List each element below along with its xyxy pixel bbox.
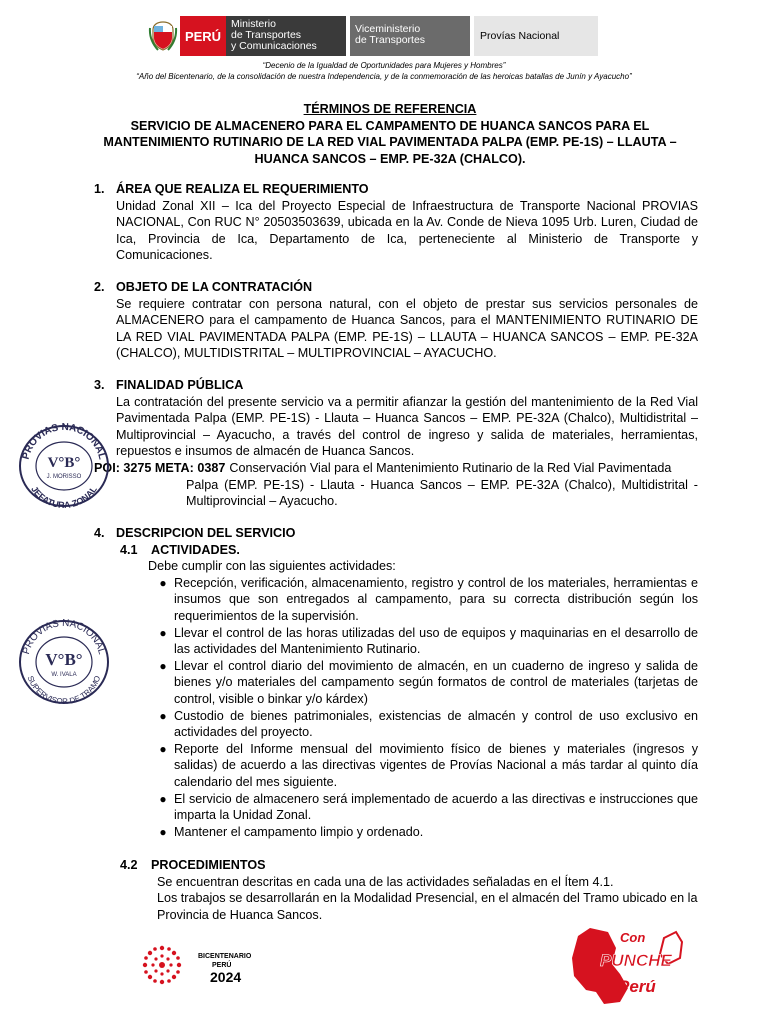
subsection-heading-actividades: 4.1 ACTIVIDADES. xyxy=(120,542,240,557)
document-title xyxy=(80,101,700,167)
stamp-top-text: PROVIAS NACIONAL xyxy=(20,422,108,461)
bullet-icon: ● xyxy=(159,625,167,640)
poi-continuation: Palpa (EMP. PE-1S) - Llauta - Huanca Sancos – EMP. PE-32A (Chalco), Multidistrital - Multiprovincial – Ayacucho. xyxy=(186,477,698,509)
jefatura-zonal-stamp xyxy=(16,422,112,508)
bullet-icon: ● xyxy=(159,741,167,756)
bullet-icon: ● xyxy=(159,575,167,590)
svg-text:SUPERVISOR DE TRAMO xyxy=(26,675,103,706)
section-heading: 1. ÁREA QUE REALIZA EL REQUERIMIENTO xyxy=(94,182,369,196)
list-item: ● Llevar el control diario del movimiento de almacén, en un cuaderno de ingreso y salida de bienes y/o materiales del campamento según formatos de control de materiales (tarjetas de control, visible o binkar y/o kárdex) xyxy=(152,658,698,708)
tr-heading: TÉRMINOS DE REFERENCIA xyxy=(303,102,477,116)
punche-con: Con xyxy=(620,930,646,945)
punche-word: PUNCHE xyxy=(600,951,672,970)
section-heading: 4. DESCRIPCION DEL SERVICIO xyxy=(94,526,296,540)
peru-brand: PERÚ xyxy=(180,16,226,56)
procedures-body xyxy=(94,874,698,924)
decenio-motto: “Decenio de la Igualdad de Oportunidades para Mujeres y Hombres” xyxy=(262,61,506,70)
anio-motto: “Año del Bicentenario, de la consolidación de nuestra Independencia, y de la conmemoración de las heroicas batallas de Junín y Ayacucho” xyxy=(136,72,632,81)
bullet-icon: ● xyxy=(159,658,167,673)
section-objeto xyxy=(94,279,698,362)
section-area xyxy=(94,181,698,264)
bicentenario-text: BICENTENARIO PERÚ 2024 xyxy=(198,953,252,985)
punche-peru: Perú xyxy=(618,977,656,996)
subsection-heading-procedimientos: 4.2 PROCEDIMIENTOS xyxy=(120,858,266,873)
stamp-signer: J. MORISSO xyxy=(46,474,82,480)
ministerio-label: Ministerio de Transportes y Comunicaciones xyxy=(226,16,346,56)
stamp-vobo: V°B° xyxy=(47,455,81,471)
stamp-signer: W. IVALA xyxy=(51,672,77,678)
stamp-vobo: V°B° xyxy=(45,650,83,669)
section-body: La contratación del presente servicio va a permitir afianzar la gestión del mantenimiento de la Red Vial Pavimentada Palpa (EMP. PE-1S) - Llauta – Huanca Sancos – EMP. PE-32A (Chalco), Multidistrital – Multiprovincial – Ayacucho, a través del control de ingreso y salida de materiales, herramientas, repuestos e insumos de almacén de Huanca Sancos. xyxy=(116,394,698,459)
section-heading: 2. OBJETO DE LA CONTRATACIÓN xyxy=(94,280,313,294)
svg-text:JEFATURA ZONAL xyxy=(29,484,99,508)
con-punche-peru-logo-icon xyxy=(560,918,690,1008)
list-item: ● Recepción, verificación, almacenamiento, registro y control de los materiales, herramientas e insumos que son entregados al campamento, para su correcta distribución según los requerimientos de la supervisión. xyxy=(152,575,698,625)
supervisor-tramo-stamp xyxy=(16,618,112,706)
list-item: ● El servicio de almacenero será implementado de acuerdo a las directivas e instrucciones que imparta la Unidad Zonal. xyxy=(152,791,698,824)
ministry-header xyxy=(148,16,598,56)
viceministerio-label: Viceministerio de Transportes xyxy=(350,16,470,56)
poi-label: POI: 3275 META: 0387 xyxy=(94,460,226,475)
section-body: Unidad Zonal XII – Ica del Proyecto Especial de Infraestructura de Transporte Nacional PROVIAS NACIONAL, Con RUC N° 20503503639, ubicada en la Av. Conde de Nieva 1095 Urb. Luren, Ciudad de Ica, Provincia de Ica, Departamento de Ica, perteneciente al Ministerio de Transporte y Comunicaciones. xyxy=(116,198,698,263)
section-descripcion xyxy=(94,525,698,924)
list-item: ● Llevar el control de las horas utilizadas del uso de equipos y maquinarias en el desarrollo de las actividades del Mantenimiento Rutinario. xyxy=(152,625,698,658)
list-item: ● Custodio de bienes patrimoniales, existencias de almacén y control de uso exclusivo en actividades del proyecto. xyxy=(152,708,698,741)
section-finalidad xyxy=(94,377,698,510)
service-title: SERVICIO DE ALMACENERO PARA EL CAMPAMENTO DE HUANCA SANCOS PARA EL MANTENIMIENTO RUTINARIO DE LA RED VIAL PAVIMENTADA PALPA (EMP. PE-1S) – LLAUTA – HUANCA SANCOS – EMP. PE-32A (CHALCO). xyxy=(103,118,677,166)
stamp-bottom-text: SUPERVISOR DE TRAMO xyxy=(25,674,103,706)
procedure-line: Se encuentran descritas en cada una de las actividades señaladas en el Ítem 4.1. xyxy=(157,874,614,889)
poi-text: Conservación Vial para el Mantenimiento Rutinario de la Red Vial Pavimentada xyxy=(229,460,672,475)
provias-label: Provías Nacional xyxy=(474,16,598,56)
poi-line xyxy=(94,460,698,477)
activities-list xyxy=(94,575,698,841)
bullet-icon: ● xyxy=(159,824,167,839)
stamp-bottom-text: JEFATURA ZONAL xyxy=(29,484,99,508)
list-item: ● Mantener el campamento limpio y ordenado. xyxy=(152,824,698,841)
activities-intro: Debe cumplir con las siguientes actividades: xyxy=(148,559,396,574)
section-heading: 3. FINALIDAD PÚBLICA xyxy=(94,378,244,392)
procedure-line: Los trabajos se desarrollarán en la Modalidad Presencial, en el almacén del Tramo ubicado en la Provincia de Huanca Sancos. xyxy=(157,891,698,923)
list-item: ● Reporte del Informe mensual del movimiento físico de bienes y materiales (ingresos y salidas) de acuerdo a las directivas vigentes de Provías Nacional a más tardar al quinto día calendario del mes siguiente. xyxy=(152,741,698,791)
stamp-top-text: PROVIAS NACIONAL xyxy=(20,618,108,656)
bullet-icon: ● xyxy=(159,708,167,723)
section-body: Se requiere contratar con persona natural, con el objeto de prestar sus servicios personales de ALMACENERO para el campamento de Huanca Sancos, para el MANTENIMIENTO RUTINARIO DE LA RED VIAL PAVIMENTADA PALPA (EMP. PE-1S) – LLAUTA – HUANCA SANCOS – EMP. PE-32A (CHALCO), MULTIDISTRITAL – MULTIPROVINCIAL – AYACUCHO. xyxy=(116,296,698,361)
bullet-icon: ● xyxy=(159,791,167,806)
